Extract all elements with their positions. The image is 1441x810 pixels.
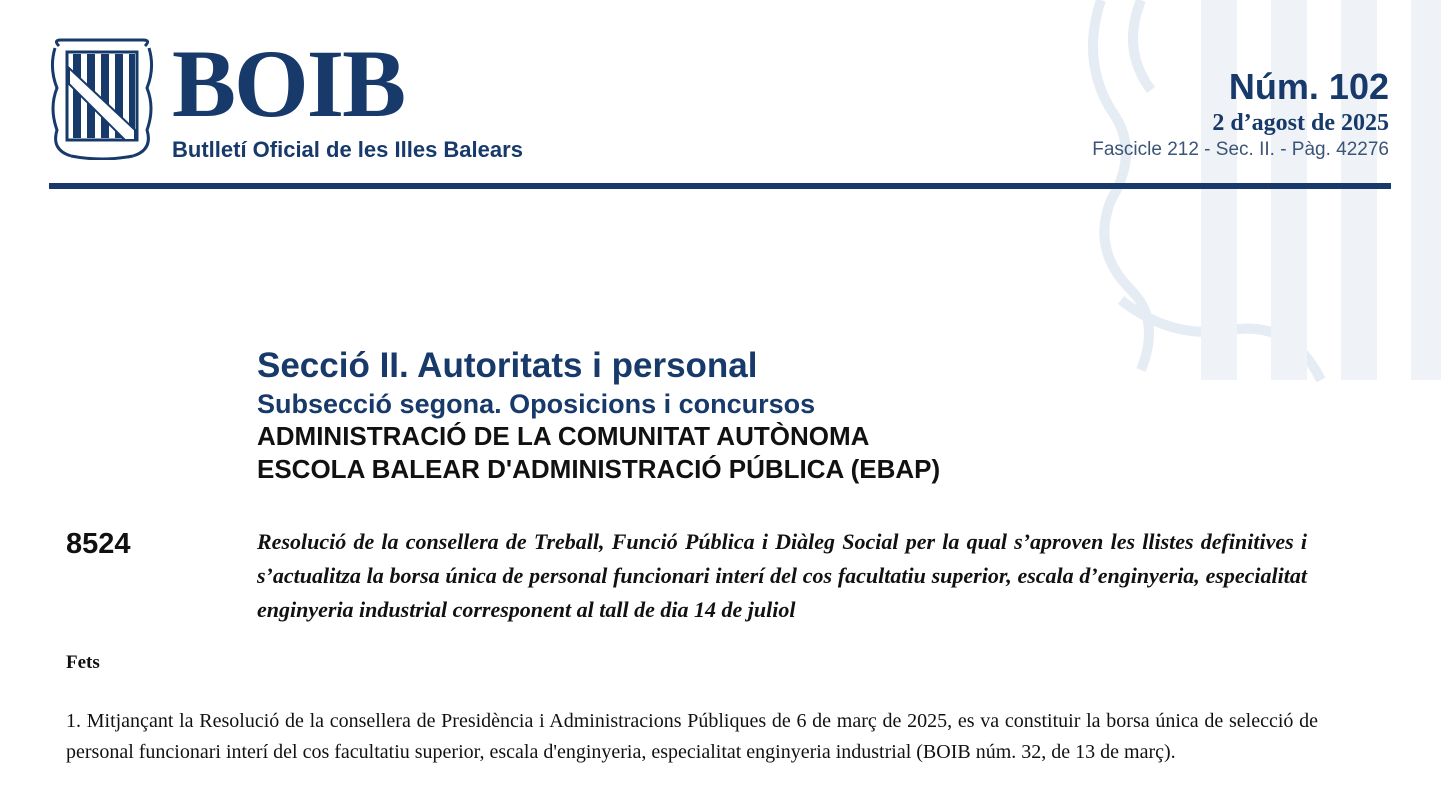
body-name: ESCOLA BALEAR D'ADMINISTRACIÓ PÚBLICA (EBAP): [257, 454, 941, 484]
logo-title: BOIB: [172, 30, 405, 137]
document-number: 8524: [66, 528, 131, 560]
paragraph-1: 1. Mitjançant la Resolució de la consellera de Presidència i Administracions Públiques de 6 de març de 2025, es va constituir la borsa única de selecció de personal funcionari interí del cos facultatiu superior, escala d'enginyeria, especialitat enginyeria industrial (BOIB núm. 32, de 13 de març).: [66, 710, 1318, 763]
issue-info: [1092, 66, 1389, 162]
organization-name: ADMINISTRACIÓ DE LA COMUNITAT AUTÒNOMA: [257, 421, 870, 451]
header-divider: [49, 183, 1391, 189]
issue-date: 2 d’agost de 2025: [1212, 110, 1389, 136]
issue-reference: Fascicle 212 - Sec. II. - Pàg. 42276: [1092, 139, 1389, 160]
balearic-coat-of-arms-icon: [49, 38, 155, 160]
subsection-title: Subsecció segona. Oposicions i concursos: [257, 389, 816, 419]
coat-of-arms-watermark-icon: [1081, 0, 1441, 400]
facts-heading: Fets: [66, 652, 100, 673]
issue-number: Núm. 102: [1228, 66, 1389, 107]
logo-subtitle: Butlletí Oficial de les Illes Balears: [172, 137, 523, 162]
section-title: Secció II. Autoritats i personal: [257, 346, 758, 385]
document-title: Resolució de la consellera de Treball, Funció Pública i Diàleg Social per la qual s’aproven les llistes definitives i s’actualitza la borsa única de personal funcionari interí del cos facultatiu superior, escala d’enginyeria, especialitat enginyeria industrial corresponent al tall de dia 14 de juliol: [257, 529, 1307, 622]
section-heading: [257, 344, 940, 486]
